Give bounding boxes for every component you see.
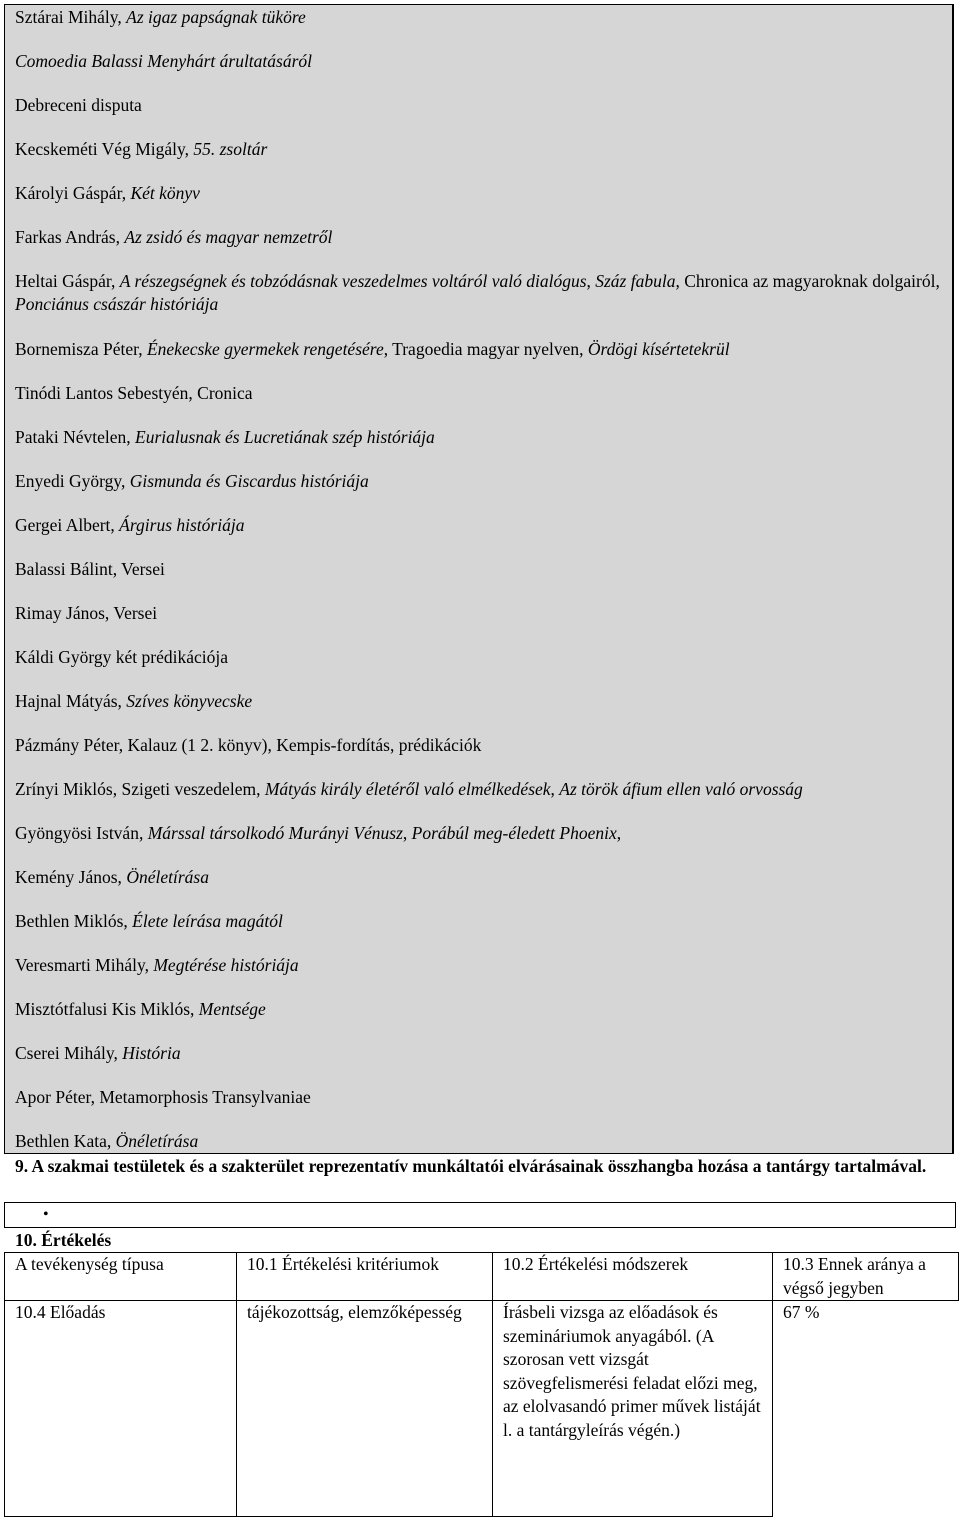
- reading-entry: [15, 94, 940, 117]
- cell-activity: 10.4 Előadás: [5, 1301, 237, 1517]
- reading-work: Két könyv: [130, 183, 200, 203]
- reading-author: Pázmány Péter,: [15, 735, 128, 755]
- reading-entry: [15, 182, 940, 205]
- reading-entry: [15, 270, 940, 316]
- reading-author: Rimay János,: [15, 603, 114, 623]
- reading-entry: [15, 226, 940, 249]
- evaluation-row-lecture: [5, 1301, 959, 1517]
- reading-work: Az zsidó és magyar nemzetről: [124, 227, 333, 247]
- reading-entry: [15, 998, 940, 1021]
- reading-entry: [15, 910, 940, 933]
- reading-entry: [15, 734, 940, 757]
- reading-entry: [15, 338, 940, 361]
- header-share: 10.3 Ennek aránya a végső jegyben: [773, 1253, 959, 1301]
- section-9-title: 9. A szakmai testületek és a szakterület reprezentatív munkáltatói elvárásainak összhangba hozása a tantárgy tartalmával.: [15, 1156, 927, 1176]
- reading-entry: [15, 1042, 940, 1065]
- reading-work: Az igaz papságnak tüköre: [126, 7, 306, 27]
- reading-work: Ördögi kísértetekrül: [587, 339, 730, 359]
- reading-work: Porábúl meg-éledett Phoenix: [411, 823, 617, 843]
- reading-work: A részegségnek és tobzódásnak veszedelmes voltáról való dialógus: [119, 271, 587, 291]
- reading-work: ,: [586, 271, 596, 291]
- reading-work: Comoedia Balassi Menyhárt árultatásáról: [15, 51, 313, 71]
- reading-author: Misztótfalusi Kis Miklós,: [15, 999, 199, 1019]
- reading-work: 55. zsoltár: [193, 139, 268, 159]
- reading-author: Farkas András,: [15, 227, 125, 247]
- reading-entry: [15, 1130, 940, 1153]
- reading-work: Metamorphosis Transylvaniae: [99, 1087, 311, 1107]
- reading-work: ,: [402, 823, 412, 843]
- reading-work: Megtérése históriája: [153, 955, 299, 975]
- reading-author: Kecskeméti Vég Migály,: [15, 139, 194, 159]
- cell-criteria: tájékozottság, elemzőképesség: [237, 1301, 493, 1517]
- reading-work: Mentsége: [198, 999, 266, 1019]
- reading-work: , Chronica az magyaroknak dolgairól: [675, 271, 936, 291]
- reading-work: História: [122, 1043, 181, 1063]
- reading-work: Élete leírása magától: [132, 911, 283, 931]
- reading-work: Mátyás király életéről való elmélkedések: [264, 779, 551, 799]
- reading-author: Pataki Névtelen,: [15, 427, 136, 447]
- reading-work: Márssal társolkodó Murányi Vénusz: [147, 823, 403, 843]
- reading-author: Balassi Bálint,: [15, 559, 122, 579]
- reading-work: ,: [935, 271, 940, 291]
- reading-work: Szíves könyvecske: [126, 691, 253, 711]
- reading-author: Bethlen Kata,: [15, 1131, 116, 1151]
- reading-work: Versei: [121, 559, 165, 579]
- reading-author: Hajnal Mátyás,: [15, 691, 127, 711]
- reading-author: Zrínyi Miklós,: [15, 779, 122, 799]
- reading-entry: [15, 382, 940, 405]
- reading-work: Önéletírása: [115, 1131, 199, 1151]
- header-criteria: 10.1 Értékelési kritériumok: [237, 1253, 493, 1301]
- reading-author: Gergei Albert,: [15, 515, 120, 535]
- cell-method: Írásbeli vizsga az előadások és szemináriumok anyagából. (A szorosan vett vizsgát szövegfelismerési feladat előzi meg, az elolvasandó primer művek listáját l. a tantárgyleírás végén.): [493, 1301, 773, 1517]
- reading-entry: [15, 778, 940, 801]
- reading-author: Apor Péter,: [15, 1087, 100, 1107]
- reading-work: Kalauz (1 2. könyv), Kempis-fordítás, prédikációk: [127, 735, 482, 755]
- reading-entry: [15, 690, 940, 713]
- reading-author: Gyöngyösi István,: [15, 823, 148, 843]
- reading-author: Heltai Gáspár,: [15, 271, 120, 291]
- reading-work: Eurialusnak és Lucretiának szép históriája: [135, 427, 435, 447]
- reading-entry: [15, 6, 940, 29]
- reading-work: Versei: [113, 603, 158, 623]
- reading-entry: [15, 470, 940, 493]
- reading-entry: [15, 602, 940, 625]
- reading-entry: [15, 646, 940, 669]
- reading-work: Árgirus históriája: [119, 515, 245, 535]
- reading-work: Önéletírása: [126, 867, 209, 887]
- reading-entry: [15, 138, 940, 161]
- header-activity-type: A tevékenység típusa: [5, 1253, 237, 1301]
- reading-author: Veresmarti Mihály,: [15, 955, 154, 975]
- reading-entry: [15, 866, 940, 889]
- reading-author: Enyedi György,: [15, 471, 130, 491]
- reading-author: Tinódi Lantos Sebestyén,: [15, 383, 198, 403]
- reading-entry: [15, 426, 940, 449]
- reading-entry: [15, 822, 940, 845]
- reading-author: Sztárai Mihály,: [15, 7, 127, 27]
- reading-author: Károlyi Gáspár,: [15, 183, 131, 203]
- reading-author: Debreceni disputa: [15, 95, 142, 115]
- reading-work: ,: [550, 779, 560, 799]
- reading-author: Kemény János,: [15, 867, 127, 887]
- reading-work: Szigeti veszedelem,: [121, 779, 265, 799]
- evaluation-header-row: [5, 1253, 959, 1301]
- evaluation-table: [4, 1252, 959, 1517]
- reading-work: , Tragoedia magyar nyelven,: [383, 339, 588, 359]
- cell-share: 67 %: [773, 1301, 959, 1517]
- reading-work: Ponciánus császár históriája: [15, 294, 219, 314]
- reading-author: Bethlen Miklós,: [15, 911, 133, 931]
- reading-work: Cronica: [197, 383, 253, 403]
- reading-entry: [15, 1086, 940, 1109]
- bullet-icon: •: [43, 1206, 49, 1223]
- reading-work: ,: [616, 823, 622, 843]
- reading-work: Száz fabula: [595, 271, 676, 291]
- reading-entry: [15, 514, 940, 537]
- reading-entry: [15, 50, 940, 73]
- reading-author: Cserei Mihály,: [15, 1043, 123, 1063]
- reading-entry: [15, 558, 940, 581]
- reading-work: Gismunda és Giscardus históriája: [129, 471, 369, 491]
- section-9-bullet-row: [4, 1202, 956, 1228]
- reading-author: Káldi György két prédikációja: [15, 647, 229, 667]
- section-10-title: 10. Értékelés: [15, 1230, 112, 1250]
- reading-work: Énekecske gyermekek rengetésére: [146, 339, 384, 359]
- header-methods: 10.2 Értékelési módszerek: [493, 1253, 773, 1301]
- reading-author: Bornemisza Péter,: [15, 339, 147, 359]
- reading-entry: [15, 954, 940, 977]
- reading-work: Az török áfium ellen való orvosság: [559, 779, 803, 799]
